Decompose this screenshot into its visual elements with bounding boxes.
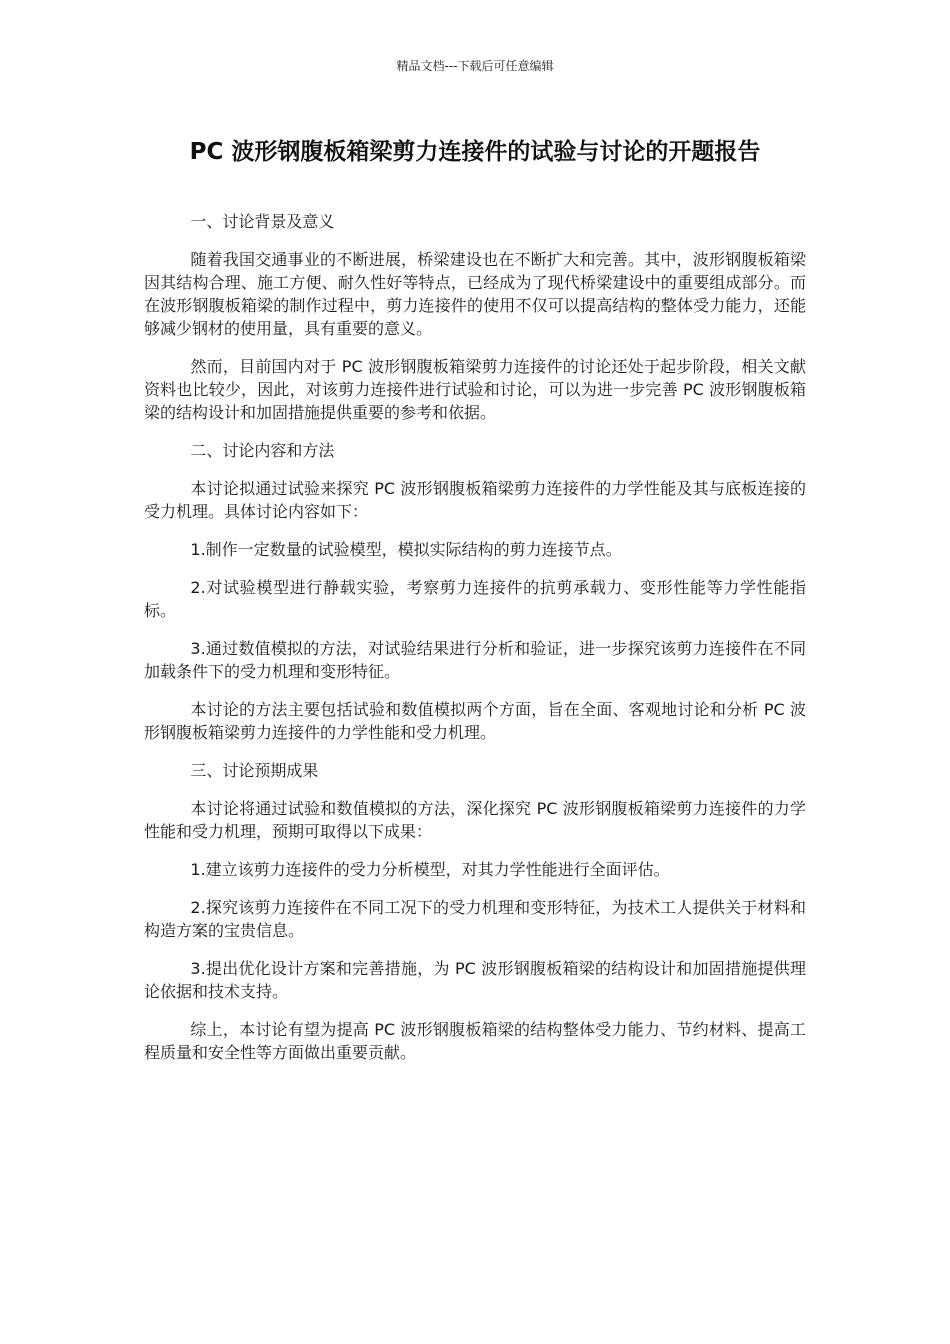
list-item-result-2: 2.探究该剪力连接件在不同工况下的受力机理和变形特征，为技术工人提供关于材料和构造方案的宝贵信息。 [144, 898, 806, 940]
paragraph-conclusion: 综上，本讨论有望为提高 PC 波形钢腹板箱梁的结构整体受力能力、节约材料、提高工程质量和安全性等方面做出重要贡献。 [144, 1020, 806, 1062]
section-heading-expected-results: 三、讨论预期成果 [190, 761, 319, 780]
document-title: PC 波形钢腹板箱梁剪力连接件的试验与讨论的开题报告 [189, 139, 761, 165]
header-note: 精品文档---下载后可任意编辑 [396, 59, 554, 73]
list-item-content-3: 3.通过数值模拟的方法，对试验结果进行分析和验证，进一步探究该剪力连接件在不同加载条件下的受力机理和变形特征。 [144, 639, 806, 681]
section-heading-content-methods: 二、讨论内容和方法 [190, 441, 335, 460]
paragraph-content-intro: 本讨论拟通过试验来探究 PC 波形钢腹板箱梁剪力连接件的力学性能及其与底板连接的受力机理。具体讨论内容如下： [144, 479, 806, 521]
list-item-result-1: 1.建立该剪力连接件的受力分析模型，对其力学性能进行全面评估。 [190, 860, 670, 879]
list-item-content-2: 2.对试验模型进行静载实验，考察剪力连接件的抗剪承载力、变形性能等力学性能指标。 [144, 578, 806, 620]
paragraph-background-1: 随着我国交通事业的不断进展，桥梁建设也在不断扩大和完善。其中，波形钢腹板箱梁因其结构合理、施工方便、耐久性好等特点，已经成为了现代桥梁建设中的重要组成部分。而在波形钢腹板箱梁的制作过程中，剪力连接件的使用不仅可以提高结构的整体受力能力，还能够减少钢材的使用量，具有重要的意义。 [144, 250, 806, 338]
section-heading-background: 一、讨论背景及意义 [190, 212, 335, 231]
list-item-result-3: 3.提出优化设计方案和完善措施，为 PC 波形钢腹板箱梁的结构设计和加固措施提供理论依据和技术支持。 [144, 959, 806, 1001]
paragraph-methods: 本讨论的方法主要包括试验和数值模拟两个方面，旨在全面、客观地讨论和分析 PC 波形钢腹板箱梁剪力连接件的力学性能和受力机理。 [144, 700, 806, 742]
paragraph-results-intro: 本讨论将通过试验和数值模拟的方法，深化探究 PC 波形钢腹板箱梁剪力连接件的力学性能和受力机理，预期可取得以下成果： [144, 799, 806, 841]
paragraph-background-2: 然而，目前国内对于 PC 波形钢腹板箱梁剪力连接件的讨论还处于起步阶段，相关文献资料也比较少，因此，对该剪力连接件进行试验和讨论，可以为进一步完善 PC 波形钢腹板箱梁的结构设计和加固措施提供重要的参考和依据。 [144, 357, 806, 422]
document-body [144, 210, 806, 1079]
list-item-content-1: 1.制作一定数量的试验模型，模拟实际结构的剪力连接节点。 [190, 540, 622, 559]
